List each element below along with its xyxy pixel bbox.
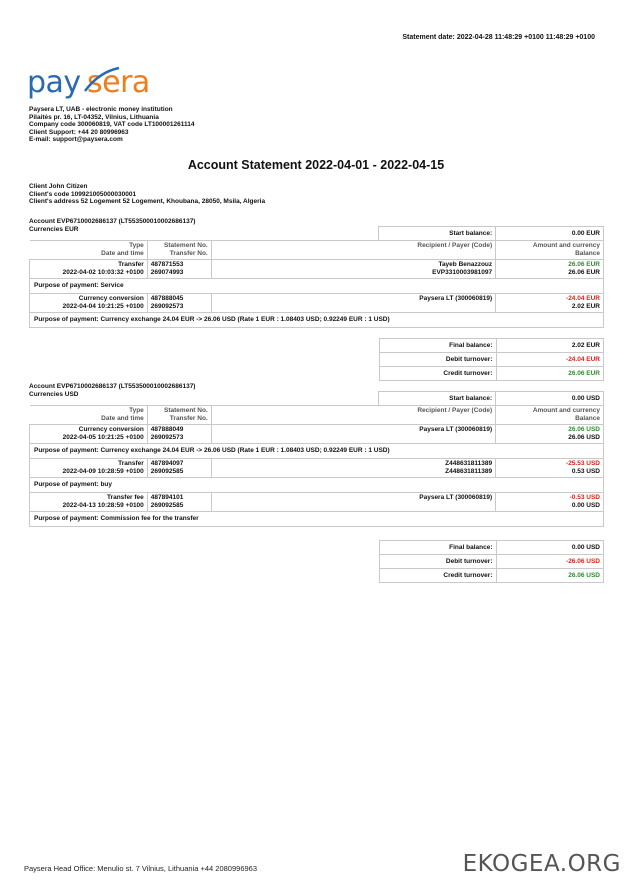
credit-turnover-label: Credit turnover: (380, 569, 497, 583)
row-amount: 26.06 EUR (568, 261, 600, 268)
row-type: Currency conversion (78, 426, 144, 433)
header-datetime: Date and time (101, 250, 144, 257)
paysera-logo (27, 64, 175, 100)
client-info (29, 183, 265, 206)
header-transfer-no: Transfer No. (169, 415, 208, 422)
header-transfer-no: Transfer No. (169, 250, 208, 257)
usd-credit-turnover: 26.06 USD (496, 569, 604, 583)
client-name: Client John Citizen (29, 183, 88, 190)
table-header (30, 406, 604, 425)
row-purpose: Purpose of payment: Commission fee for the transfer (30, 512, 604, 527)
eur-transactions-table (29, 226, 604, 328)
table-row (30, 493, 604, 512)
row-purpose: Purpose of payment: Service (30, 279, 604, 294)
row-transfer-no: 269092573 (150, 303, 184, 310)
eur-currency: Currencies EUR (29, 225, 79, 233)
row-type: Transfer (118, 460, 144, 467)
company-info (29, 106, 194, 144)
row-recipient-code: Z448631811389 (445, 468, 493, 475)
company-email: E-mail: support@paysera.com (29, 136, 123, 144)
table-row (30, 294, 604, 313)
eur-account-number: Account EVP6710002686137 (LT553500010002686137) (29, 218, 196, 225)
row-statement-no: 487894101 (150, 494, 184, 501)
final-balance-label: Final balance: (380, 541, 497, 555)
row-recipient: Tayeb Benazzouz (438, 261, 493, 268)
eur-final-balance: 2.02 EUR (496, 339, 604, 353)
svg-text:sera: sera (87, 65, 150, 100)
row-datetime: 2022-04-13 10:28:59 +0100 (62, 502, 144, 509)
row-amount: 26.06 USD (568, 426, 600, 433)
row-transfer-no: 269092585 (150, 502, 184, 509)
credit-turnover-label: Credit turnover: (380, 367, 497, 381)
row-purpose: Purpose of payment: buy (30, 478, 604, 493)
header-statement-no: Statement No. (164, 407, 208, 414)
usd-final-balance: 0.00 USD (496, 541, 604, 555)
company-codes: Company code 300060819, VAT code LT100001261114 (29, 121, 195, 129)
row-type: Currency conversion (78, 295, 144, 302)
usd-currency: Currencies USD (29, 390, 79, 398)
table-row (30, 459, 604, 478)
row-purpose: Purpose of payment: Currency exchange 24.04 EUR -> 26.06 USD (Rate 1 EUR : 1.08403 USD; 0.92249 EUR : 1 USD) (30, 444, 604, 459)
header-type: Type (129, 242, 144, 249)
table-row (30, 260, 604, 279)
header-recipient: Recipient / Payer (Code) (417, 242, 493, 249)
row-balance: 26.06 EUR (568, 269, 600, 276)
table-header (30, 241, 604, 260)
row-balance: 2.02 EUR (571, 303, 600, 310)
usd-account-number: Account EVP6710002686137 (LT553500010002686137) (29, 383, 196, 390)
start-balance-label: Start balance: (379, 392, 496, 406)
header-amount: Amount and currency (532, 242, 600, 249)
company-line: Paysera LT, UAB - electronic money institution (29, 106, 173, 113)
header-amount: Amount and currency (532, 407, 600, 414)
usd-debit-turnover: -26.06 USD (496, 555, 604, 569)
debit-turnover-label: Debit turnover: (380, 555, 497, 569)
header-type: Type (129, 407, 144, 414)
row-recipient: Paysera LT (300060819) (419, 494, 493, 501)
row-balance: 26.06 USD (568, 434, 600, 441)
svg-text:pay: pay (27, 65, 81, 100)
row-statement-no: 487871553 (150, 261, 184, 268)
purpose-row (30, 478, 604, 493)
final-balance-label: Final balance: (380, 339, 497, 353)
header-balance: Balance (575, 415, 600, 422)
row-recipient-code: EVP3310003981097 (432, 269, 493, 276)
company-address: Pilaitės pr. 16, LT-04352, Vilnius, Lithuania (29, 113, 159, 121)
watermark: EKOGEA.ORG (462, 851, 621, 877)
row-statement-no: 487894097 (150, 460, 184, 467)
company-support: Client Support: +44 20 80996963 (29, 128, 129, 136)
row-recipient: Paysera LT (300060819) (419, 295, 493, 302)
row-balance: 0.53 USD (571, 468, 600, 475)
row-balance: 0.00 USD (571, 502, 600, 509)
row-amount: -24.04 EUR (566, 295, 600, 302)
header-datetime: Date and time (101, 415, 144, 422)
row-datetime: 2022-04-09 10:28:59 +0100 (62, 468, 144, 475)
row-recipient: Paysera LT (300060819) (419, 426, 493, 433)
usd-summary-table (379, 540, 604, 583)
row-type: Transfer fee (106, 494, 144, 501)
row-purpose: Purpose of payment: Currency exchange 24.04 EUR -> 26.06 USD (Rate 1 EUR : 1.08403 USD; 0.92249 EUR : 1 USD) (30, 313, 604, 328)
row-datetime: 2022-04-04 10:21:25 +0100 (62, 303, 144, 310)
eur-credit-turnover: 26.06 EUR (496, 367, 604, 381)
row-amount: -0.53 USD (569, 494, 600, 501)
row-amount: -25.53 USD (566, 460, 600, 467)
purpose-row (30, 444, 604, 459)
client-code: Client's code 109921005000030001 (29, 190, 137, 198)
start-balance-label: Start balance: (379, 227, 496, 241)
table-row (30, 425, 604, 444)
eur-debit-turnover: -24.04 EUR (496, 353, 604, 367)
row-type: Transfer (118, 261, 144, 268)
purpose-row (30, 512, 604, 527)
row-datetime: 2022-04-02 10:03:32 +0100 (62, 269, 144, 276)
usd-start-balance: 0.00 USD (496, 392, 604, 406)
row-statement-no: 487888045 (150, 295, 184, 302)
row-transfer-no: 269074993 (150, 269, 184, 276)
debit-turnover-label: Debit turnover: (380, 353, 497, 367)
statement-date: Statement date: 2022-04-28 11:48:29 +0100 11:48:29 +0100 (402, 34, 595, 41)
page-title: Account Statement 2022-04-01 - 2022-04-15 (187, 158, 445, 172)
eur-start-balance: 0.00 EUR (496, 227, 604, 241)
eur-summary-table (379, 338, 604, 381)
footer-office: Paysera Head Office: Menulio st. 7 Vilnius, Lithuania +44 2080996963 (24, 864, 258, 873)
client-address: Client's address 52 Logement 52 Logement, Khoubana, 28050, Msila, Algeria (29, 198, 266, 206)
row-statement-no: 487888049 (150, 426, 184, 433)
purpose-row (30, 313, 604, 328)
header-statement-no: Statement No. (164, 242, 208, 249)
purpose-row (30, 279, 604, 294)
row-recipient: Z448631811389 (445, 460, 493, 467)
usd-transactions-table (29, 391, 604, 527)
header-recipient: Recipient / Payer (Code) (417, 407, 493, 414)
header-balance: Balance (575, 250, 600, 257)
row-transfer-no: 269092585 (150, 468, 184, 475)
row-datetime: 2022-04-05 10:21:25 +0100 (62, 434, 144, 441)
row-transfer-no: 269092573 (150, 434, 184, 441)
